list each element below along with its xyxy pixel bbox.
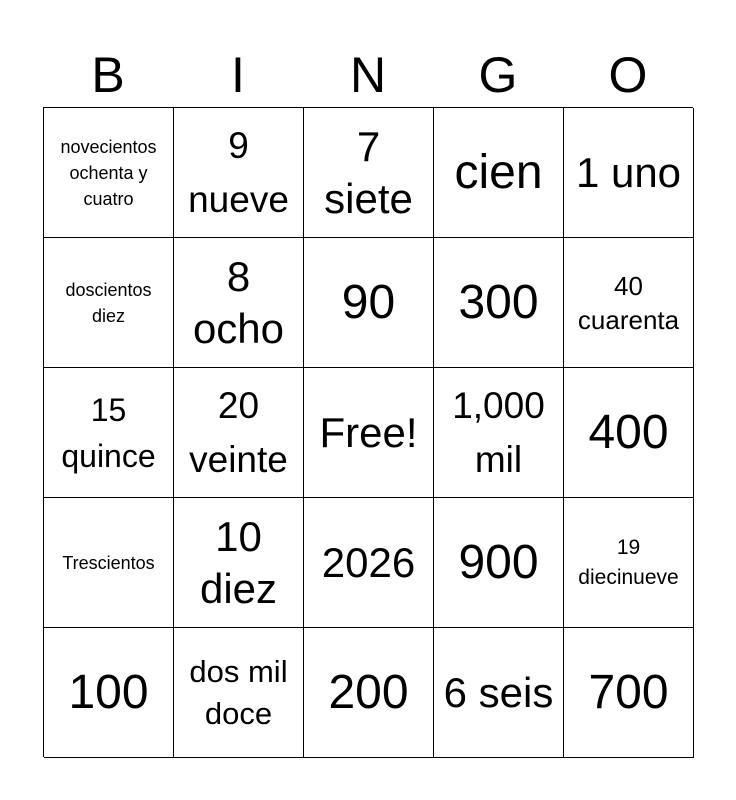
cell-text: 900 xyxy=(458,535,539,589)
bingo-cell[interactable] xyxy=(44,368,174,498)
cell-text: 90 xyxy=(341,275,396,329)
bingo-cell[interactable] xyxy=(44,238,174,368)
bingo-cell[interactable] xyxy=(304,628,434,758)
cell-text: Trescientos xyxy=(62,552,155,573)
header-letter-o: O xyxy=(608,47,648,103)
cell-text: 6 seis xyxy=(443,668,554,716)
bingo-cell[interactable] xyxy=(434,368,564,498)
bingo-header xyxy=(43,44,693,106)
cell-text: 7 siete xyxy=(324,122,413,222)
cell-text: 700 xyxy=(588,665,669,719)
bingo-cell[interactable] xyxy=(174,368,304,498)
bingo-cell[interactable] xyxy=(434,108,564,238)
cell-text: 9 nueve xyxy=(188,124,289,220)
bingo-cell[interactable] xyxy=(564,368,694,498)
bingo-cell[interactable] xyxy=(434,498,564,628)
cell-text: 10 diez xyxy=(199,512,278,612)
bingo-cell[interactable] xyxy=(44,498,174,628)
bingo-cell[interactable] xyxy=(434,628,564,758)
bingo-cell[interactable] xyxy=(564,108,694,238)
header-letter-g: G xyxy=(478,47,518,103)
bingo-cell[interactable] xyxy=(304,108,434,238)
bingo-cell[interactable] xyxy=(174,108,304,238)
bingo-cell free-space[interactable] xyxy=(304,368,434,498)
cell-text: 19 diecinueve xyxy=(578,535,679,589)
cell-text: 400 xyxy=(588,405,669,459)
cell-text: 100 xyxy=(68,665,149,719)
bingo-board xyxy=(43,107,693,757)
cell-text: 1,000 mil xyxy=(452,384,545,480)
bingo-cell[interactable] xyxy=(564,498,694,628)
header-letter-i: I xyxy=(231,47,245,103)
cell-text: 15 quince xyxy=(61,391,156,474)
cell-text: 300 xyxy=(458,275,539,329)
header-letter-n: N xyxy=(349,47,387,103)
bingo-cell[interactable] xyxy=(434,238,564,368)
free-space-text: Free! xyxy=(319,408,418,456)
bingo-cell[interactable] xyxy=(44,628,174,758)
cell-text: 8 ocho xyxy=(192,252,285,352)
cell-text: novecientos ochenta y cuatro xyxy=(60,136,157,209)
bingo-cell[interactable] xyxy=(174,498,304,628)
bingo-cell[interactable] xyxy=(174,238,304,368)
bingo-cell[interactable] xyxy=(44,108,174,238)
cell-text: dos mil doce xyxy=(189,653,288,731)
cell-text: 20 veinte xyxy=(189,384,288,480)
cell-text: 200 xyxy=(328,665,409,719)
cell-text: 2026 xyxy=(321,538,416,586)
cell-text: 1 uno xyxy=(575,148,682,196)
cell-text: cien xyxy=(454,145,543,199)
bingo-cell[interactable] xyxy=(304,238,434,368)
cell-text: doscientos diez xyxy=(65,279,152,326)
bingo-cell[interactable] xyxy=(304,498,434,628)
bingo-cell[interactable] xyxy=(174,628,304,758)
cell-text: 40 cuarenta xyxy=(577,270,680,335)
header-letter-b: B xyxy=(91,47,125,103)
bingo-cell[interactable] xyxy=(564,238,694,368)
bingo-cell[interactable] xyxy=(564,628,694,758)
